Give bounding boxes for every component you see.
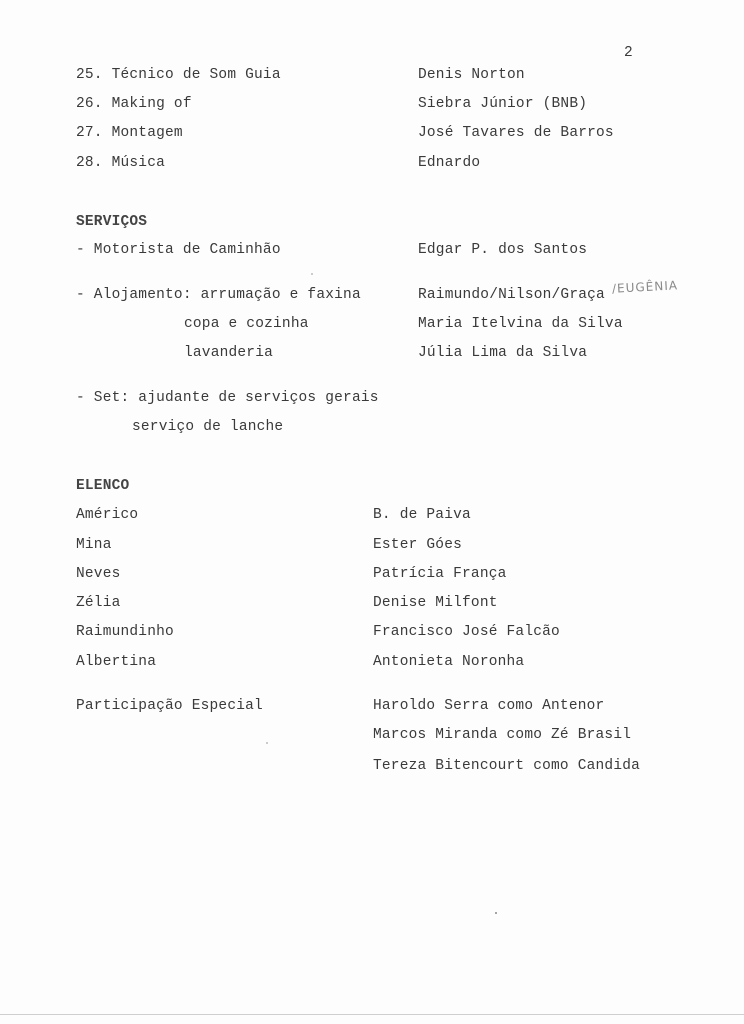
elenco-heading: ELENCO	[76, 478, 130, 494]
servicos-alojamento-name: Raimundo/Nilson/Graça	[418, 287, 605, 303]
page-number: 2	[624, 45, 633, 61]
special-participant: Tereza Bitencourt como Candida	[373, 758, 641, 774]
crew-name: Denis Norton	[418, 67, 525, 83]
cast-character: Américo	[76, 507, 139, 523]
crew-role: 25. Técnico de Som Guia	[76, 67, 281, 83]
cast-character: Neves	[76, 566, 121, 582]
special-participant: Haroldo Serra como Antenor	[373, 698, 605, 714]
cast-actor: Francisco José Falcão	[373, 624, 560, 640]
servicos-set-sub: serviço de lanche	[132, 419, 284, 435]
servicos-set-role: - Set: ajudante de serviços gerais	[76, 390, 379, 406]
cast-actor: Patrícia França	[373, 566, 507, 582]
crew-role: 26. Making of	[76, 96, 192, 112]
handwritten-annotation: /EUGÊNIA	[611, 278, 679, 296]
cast-character: Albertina	[76, 654, 157, 670]
cast-actor: B. de Paiva	[373, 507, 471, 523]
servicos-sub-role: lavanderia	[184, 345, 274, 361]
servicos-sub-name: Maria Itelvina da Silva	[418, 316, 623, 332]
cast-actor: Ester Góes	[373, 537, 463, 553]
servicos-heading: SERVIÇOS	[76, 214, 148, 230]
crew-name: Ednardo	[418, 155, 481, 171]
cast-actor: Denise Milfont	[373, 595, 498, 611]
crew-role: 28. Música	[76, 155, 166, 171]
crew-name: José Tavares de Barros	[418, 125, 614, 141]
servicos-alojamento-role: - Alojamento: arrumação e faxina	[76, 287, 361, 303]
scan-edge-line	[0, 1014, 744, 1015]
servicos-motorista-role: - Motorista de Caminhão	[76, 242, 281, 258]
cast-actor: Antonieta Noronha	[373, 654, 525, 670]
scan-speck	[266, 742, 268, 744]
cast-character: Zélia	[76, 595, 121, 611]
cast-character: Mina	[76, 537, 112, 553]
crew-role: 27. Montagem	[76, 125, 183, 141]
servicos-sub-name: Júlia Lima da Silva	[418, 345, 588, 361]
scan-speck	[311, 273, 313, 275]
special-participation-label: Participação Especial	[76, 698, 263, 714]
crew-name: Siebra Júnior (BNB)	[418, 96, 588, 112]
servicos-motorista-name: Edgar P. dos Santos	[418, 242, 588, 258]
cast-character: Raimundinho	[76, 624, 174, 640]
servicos-sub-role: copa e cozinha	[184, 316, 309, 332]
special-participant: Marcos Miranda como Zé Brasil	[373, 727, 632, 743]
scan-speck	[495, 912, 497, 914]
